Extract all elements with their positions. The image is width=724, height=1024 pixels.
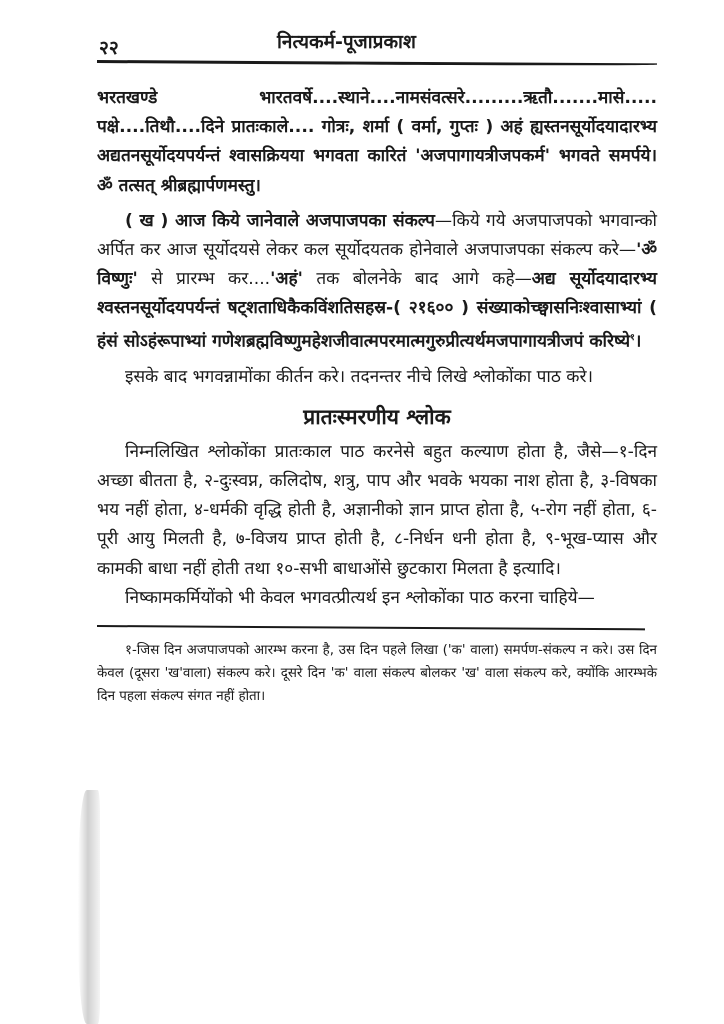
page-gutter-shadow bbox=[78, 790, 100, 1024]
footnote-marker: १ bbox=[630, 332, 635, 343]
quote-aham: 'अहं' bbox=[270, 269, 303, 290]
benefits-paragraph: निम्नलिखित श्लोकोंका प्रातःकाल पाठ करनेसे बहुत कल्याण होता है, जैसे—१-दिन अच्छा बीतता है, २-दुःस्वप्न, कलिदोष, शत्रु, पाप और भवके भयका नाश होता है, ३-विषका भय नहीं होता, ४-धर्मकी वृद्धि होती है, अज्ञानीको ज्ञान प्राप्त होता है, ५-रोग नहीं होता, ६-पूरी आयु मिलती है, ७-विजय प्राप्त होती है, ८-निर्धन धनी होता है, ९-भूख-प्यास और कामकी बाधा नहीं होती तथा १०-सभी बाधाओंसे छुटकारा मिलता है इत्यादि। bbox=[97, 441, 657, 579]
page-header bbox=[97, 28, 657, 62]
page-number: २२ bbox=[99, 37, 119, 59]
footnotes bbox=[97, 639, 657, 708]
footnote-1-text: जिस दिन अजपाजपको आरम्भ करना है, उस दिन पहले लिखा ('क' वाला) समर्पण-संकल्प न करे। उस दिन केवल (दूसरा 'ख'वाला) संकल्प करे। दूसरे दिन 'क' वाला संकल्प बोलकर 'ख' वाला संकल्प करे, क्योंकि आरम्भके दिन पहला संकल्प संगत नहीं होता। bbox=[97, 642, 657, 704]
sankalp-kha-text-c: तक बोलनेके बाद आगे कहे— bbox=[302, 269, 532, 290]
footnote-rule bbox=[97, 625, 645, 630]
page-body bbox=[97, 84, 657, 613]
danda: । bbox=[634, 331, 642, 352]
nishkam-paragraph: निष्कामकर्मियोंको भी केवल भगवत्प्रीत्यर्थ इन श्लोकोंका पाठ करना चाहिये— bbox=[125, 587, 595, 608]
sankalp-kha-text-b: से प्रारम्भ कर.... bbox=[137, 269, 271, 290]
quote-om-vishnu: 'ॐ विष्णुः' bbox=[97, 240, 657, 290]
sankalp-kha-heading: ( ख ) आज किये जानेवाले अजपाजपका संकल्प bbox=[125, 210, 435, 231]
header-rule bbox=[97, 60, 657, 66]
footnote-1 bbox=[97, 639, 657, 708]
kirtan-paragraph: इसके बाद भगवन्नामोंका कीर्तन करे। तदनन्तर नीचे लिखे श्लोकोंका पाठ करे। bbox=[125, 366, 594, 387]
sankalp-paragraph-kha bbox=[97, 207, 657, 357]
sankalp-kha-sanskrit: अद्य सूर्योदयादारभ्य श्वस्तनसूर्योदयपर्यन्तं षट्शताधिकैकविंशतिसहस्र-( २१६०० ) संख्याकोच्छ्वासनिःश्वासाभ्यां ( हंसं सोऽहंरूपाभ्यां गणेशब्रह्मविष्णुमहेशजीवात्मपरमात्मगुरुप्रीत्यर्थमजपागायत्रीजपं करिष्ये bbox=[97, 269, 657, 352]
footnote-1-marker: १- bbox=[125, 642, 137, 658]
sankalp-kha-text-a: —किये गये अजपाजपको भगवान्को अर्पित कर आज सूर्योदयसे लेकर कल सूर्योदयतक होनेवाले अजपाजपका संकल्प करे— bbox=[97, 210, 657, 261]
book-page bbox=[97, 28, 657, 708]
running-title: नित्यकर्म-पूजाप्रकाश bbox=[277, 31, 416, 53]
section-title: प्रातःस्मरणीय श्लोक bbox=[303, 404, 451, 429]
sankalp-paragraph-ka: भरतखण्डे भारतवर्षे....स्थाने....नामसंवत्सरे.........ऋतौ.......मासे..... पक्षे....तिथौ....दिने प्रातःकाले.... गोत्रः, शर्मा ( वर्मा, गुप्तः ) अहं ह्यस्तनसूर्योदयादारभ्य अद्यतनसूर्योदयपर्यन्तं श्वासक्रियया भगवता कारितं 'अजपागायत्रीजपकर्म' भगवते समर्पये। ॐ तत्सत् श्रीब्रह्मार्पणमस्तु। bbox=[97, 88, 657, 196]
